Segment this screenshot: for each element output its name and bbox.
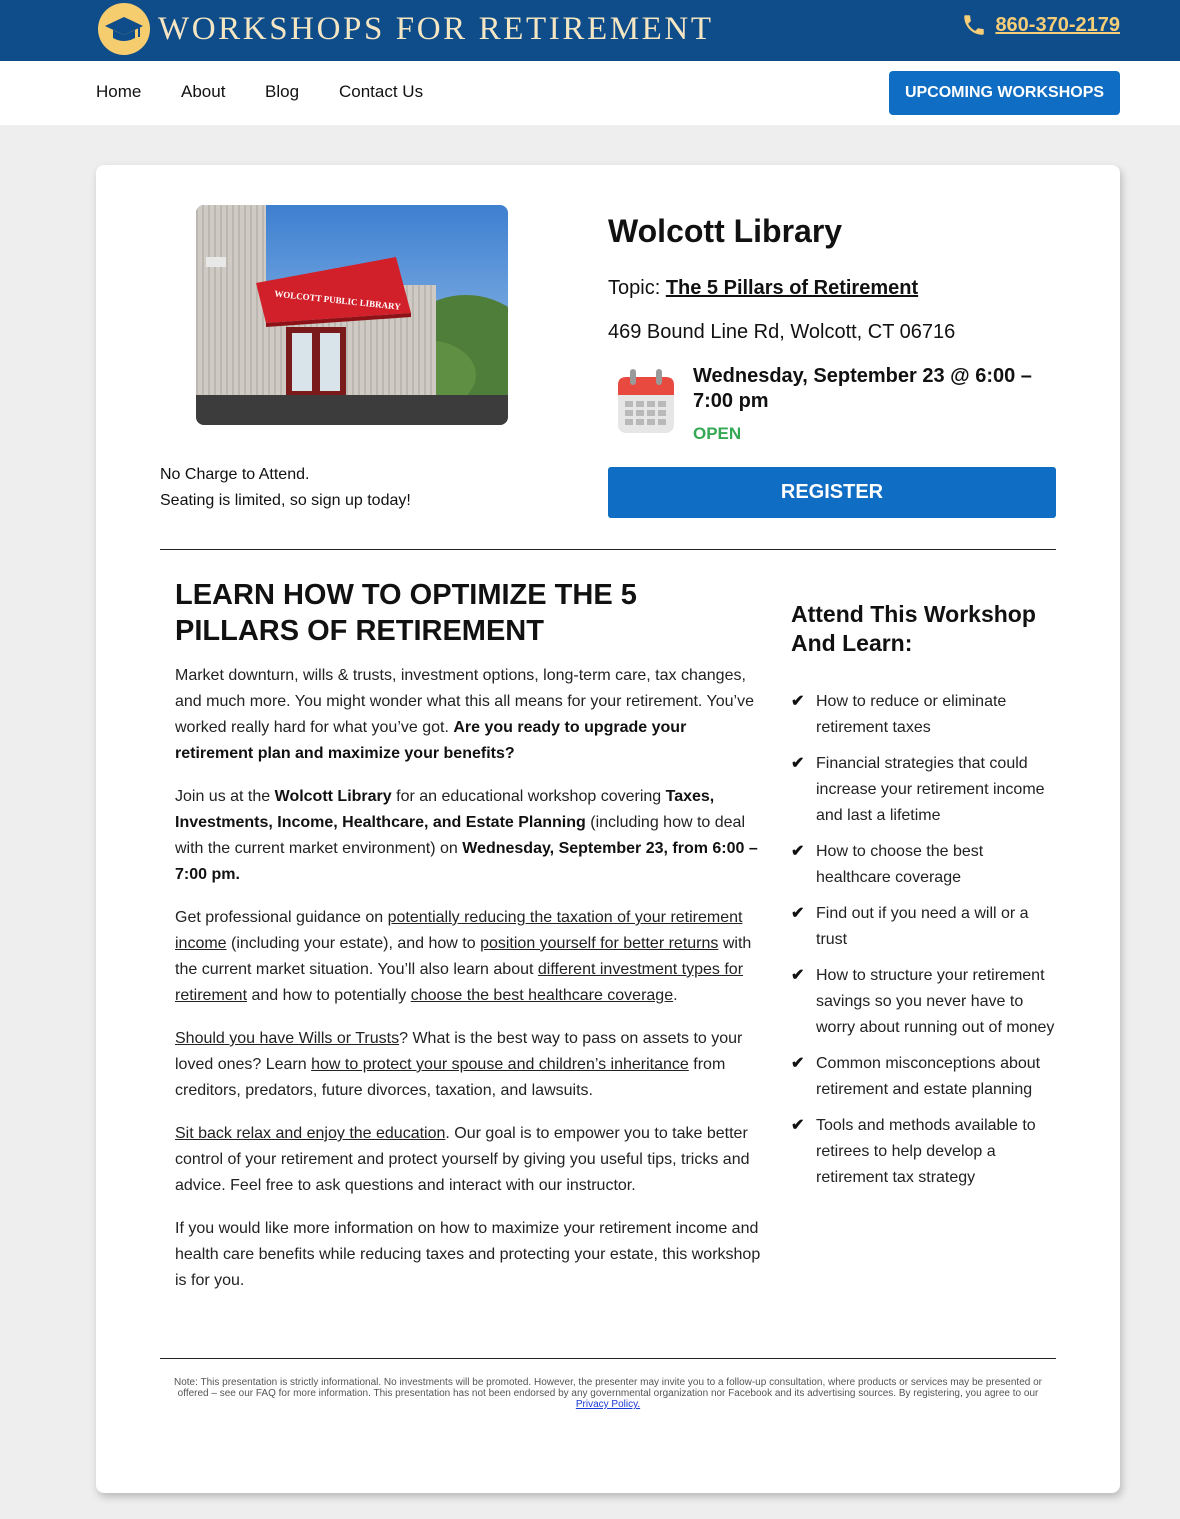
sidebar-title: Attend This Workshop And Learn: — [791, 601, 1036, 656]
checkmark-icon: ✔ — [791, 1055, 805, 1072]
topic-link[interactable]: The 5 Pillars of Retirement — [665, 277, 919, 299]
checkmark-icon: ✔ — [791, 905, 805, 922]
list-item: ✔ How to structure your retirement savings so you never have to worry about running out of money — [791, 963, 1061, 1041]
link-investment-types[interactable]: different investment types for retirement — [175, 961, 744, 1004]
divider — [160, 549, 1056, 550]
phone-icon — [961, 12, 987, 38]
list-item: ✔ How to choose the best healthcare coverage — [791, 839, 1061, 891]
checkmark-icon: ✔ — [791, 755, 805, 772]
list-item: ✔ Financial strategies that could increase your retirement income and last a lifetime — [791, 751, 1061, 829]
workshop-description — [175, 577, 761, 1311]
library-sign: WOLCOTT PUBLIC LIBRARY — [273, 288, 402, 312]
paragraph-guidance: Get professional guidance on potentially reducing the taxation of your retirement income (including your estate), and how to position yourself for better returns with the current market situation. You’ll also learn about different investment types for retirement and how to potentially choose the best healthcare coverage. — [175, 909, 752, 1004]
no-charge-text: No Charge to Attend. — [160, 466, 310, 483]
seating-limited-text: Seating is limited, so sign up today! — [160, 492, 411, 509]
checkmark-icon: ✔ — [791, 1117, 805, 1134]
paragraph-closing: If you would like more information on how to maximize your retirement income and health care benefits while reducing taxes and protecting your estate, this workshop is for you. — [175, 1220, 761, 1289]
list-item: ✔ Find out if you need a will or a trust — [791, 901, 1061, 953]
link-wills-trusts[interactable]: Should you have Wills or Trusts — [175, 1030, 400, 1047]
graduation-cap-icon — [98, 3, 150, 55]
link-healthcare-coverage[interactable]: choose the best healthcare coverage — [410, 987, 674, 1004]
attendance-note — [160, 462, 411, 514]
link-reducing-taxation[interactable]: potentially reducing the taxation of your retirement income — [175, 909, 743, 952]
top-header-bar — [0, 0, 1180, 61]
paragraph-join: Join us at the Wolcott Library for an educational workshop covering Taxes, Investments, Income, Healthcare, and Estate Planning (including how to deal with the current market environment) on Wednesday, September 23, from 6:00 – 7:00 pm. — [175, 788, 758, 883]
checkmark-icon: ✔ — [791, 693, 805, 710]
article-headline: LEARN HOW TO OPTIMIZE THE 5 PILLARS OF RETIREMENT — [175, 579, 637, 647]
event-date-time: Wednesday, September 23 @ 6:00 – 7:00 pm — [693, 365, 1032, 412]
privacy-policy-link[interactable]: Privacy Policy. — [575, 1399, 641, 1410]
venue-address: 469 Bound Line Rd, Wolcott, CT 06716 — [608, 321, 956, 343]
disclaimer-note — [160, 1377, 1056, 1410]
disclaimer-text: Note: This presentation is strictly informational. No investments will be promoted. However, the presenter may invite you to a follow-up consultation, where products or services may be presented or offered – see our FAQ for more information. This presentation has not been endorsed by any governmental organization nor Facebook and its advertising sources. By registering, you agree to our — [174, 1377, 1042, 1399]
paragraph-wills: Should you have Wills or Trusts? What is the best way to pass on assets to your loved ones? Learn how to protect your spouse and children’s inheritance from creditors, predators, future divorces, taxation, and lawsuits. — [175, 1030, 743, 1099]
event-card — [96, 165, 1120, 1493]
main-nav — [0, 61, 1180, 125]
topic-label: Topic: — [608, 277, 661, 299]
venue-photo — [196, 205, 508, 425]
list-item: ✔ Common misconceptions about retirement and estate planning — [791, 1051, 1061, 1103]
checkmark-icon: ✔ — [791, 967, 805, 984]
link-enjoy-education[interactable]: Sit back relax and enjoy the education — [175, 1125, 446, 1142]
learn-list — [791, 689, 1061, 1191]
topic-line — [608, 277, 918, 300]
list-item: ✔ Tools and methods available to retirees to help develop a retirement tax strategy — [791, 1113, 1061, 1191]
link-better-returns[interactable]: position yourself for better returns — [480, 935, 719, 952]
paragraph-intro: Market downturn, wills & trusts, investment options, long-term care, tax changes, and much more. You might wonder what this all means for your retirement. You’ve worked really hard for what you’ve got. Are you ready to upgrade your retirement plan and maximize your benefits? — [175, 667, 754, 762]
venue-title: Wolcott Library — [608, 213, 843, 249]
phone-contact — [961, 12, 1120, 38]
brand-logo[interactable] — [98, 2, 714, 56]
phone-number-link[interactable]: 860-370-2179 — [995, 13, 1120, 36]
nav-blog[interactable]: Blog — [265, 82, 300, 101]
paragraph-education: Sit back relax and enjoy the education. Our goal is to empower you to take better control of your retirement and protect yourself by giving you useful tips, tricks and advice. Feel free to ask questions and interact with our instructor. — [175, 1125, 750, 1194]
learn-sidebar — [791, 600, 1061, 1201]
nav-about[interactable]: About — [181, 82, 226, 101]
list-item: ✔ How to reduce or eliminate retirement taxes — [791, 689, 1061, 741]
brand-name: WORKSHOPS FOR RETIREMENT — [158, 10, 714, 47]
nav-home[interactable]: Home — [96, 82, 142, 101]
nav-contact-us[interactable]: Contact Us — [339, 82, 424, 101]
calendar-icon — [616, 367, 676, 435]
status-badge: OPEN — [693, 424, 742, 443]
checkmark-icon: ✔ — [791, 843, 805, 860]
link-protect-inheritance[interactable]: how to protect your spouse and children’s inheritance — [311, 1056, 689, 1073]
upcoming-workshops-button[interactable]: UPCOMING WORKSHOPS — [889, 71, 1120, 115]
footer-divider — [160, 1358, 1056, 1359]
register-button[interactable]: REGISTER — [608, 467, 1056, 518]
